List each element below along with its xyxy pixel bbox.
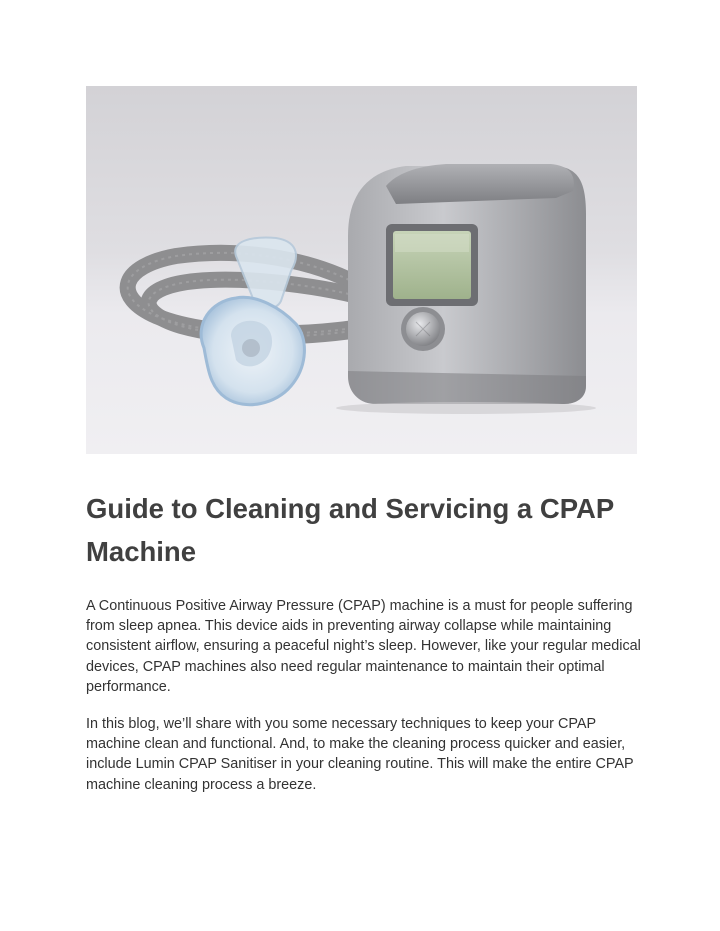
hero-image — [86, 86, 637, 454]
cpap-machine-shape — [348, 164, 586, 404]
article-title: Guide to Cleaning and Servicing a CPAP Machine — [86, 493, 614, 567]
intro-paragraph: A Continuous Positive Airway Pressure (CPAP) machine is a must for people suffering from sleep apnea. This device aids in preventing airway collapse while maintaining consistent airflow, ensuring a peaceful night’s sleep. However, like your regular medical devices, CPAP machines also need regular maintenance to maintain their optimal performance. — [86, 598, 641, 695]
blog-overview-paragraph: In this blog, we’ll share with you some necessary techniques to keep your CPAP machine clean and functional. And, to make the cleaning process quicker and easier, include Lumin CPAP Sanitiser in your cleaning routine. This will make the entire CPAP machine cleaning process a breeze. — [86, 716, 634, 793]
